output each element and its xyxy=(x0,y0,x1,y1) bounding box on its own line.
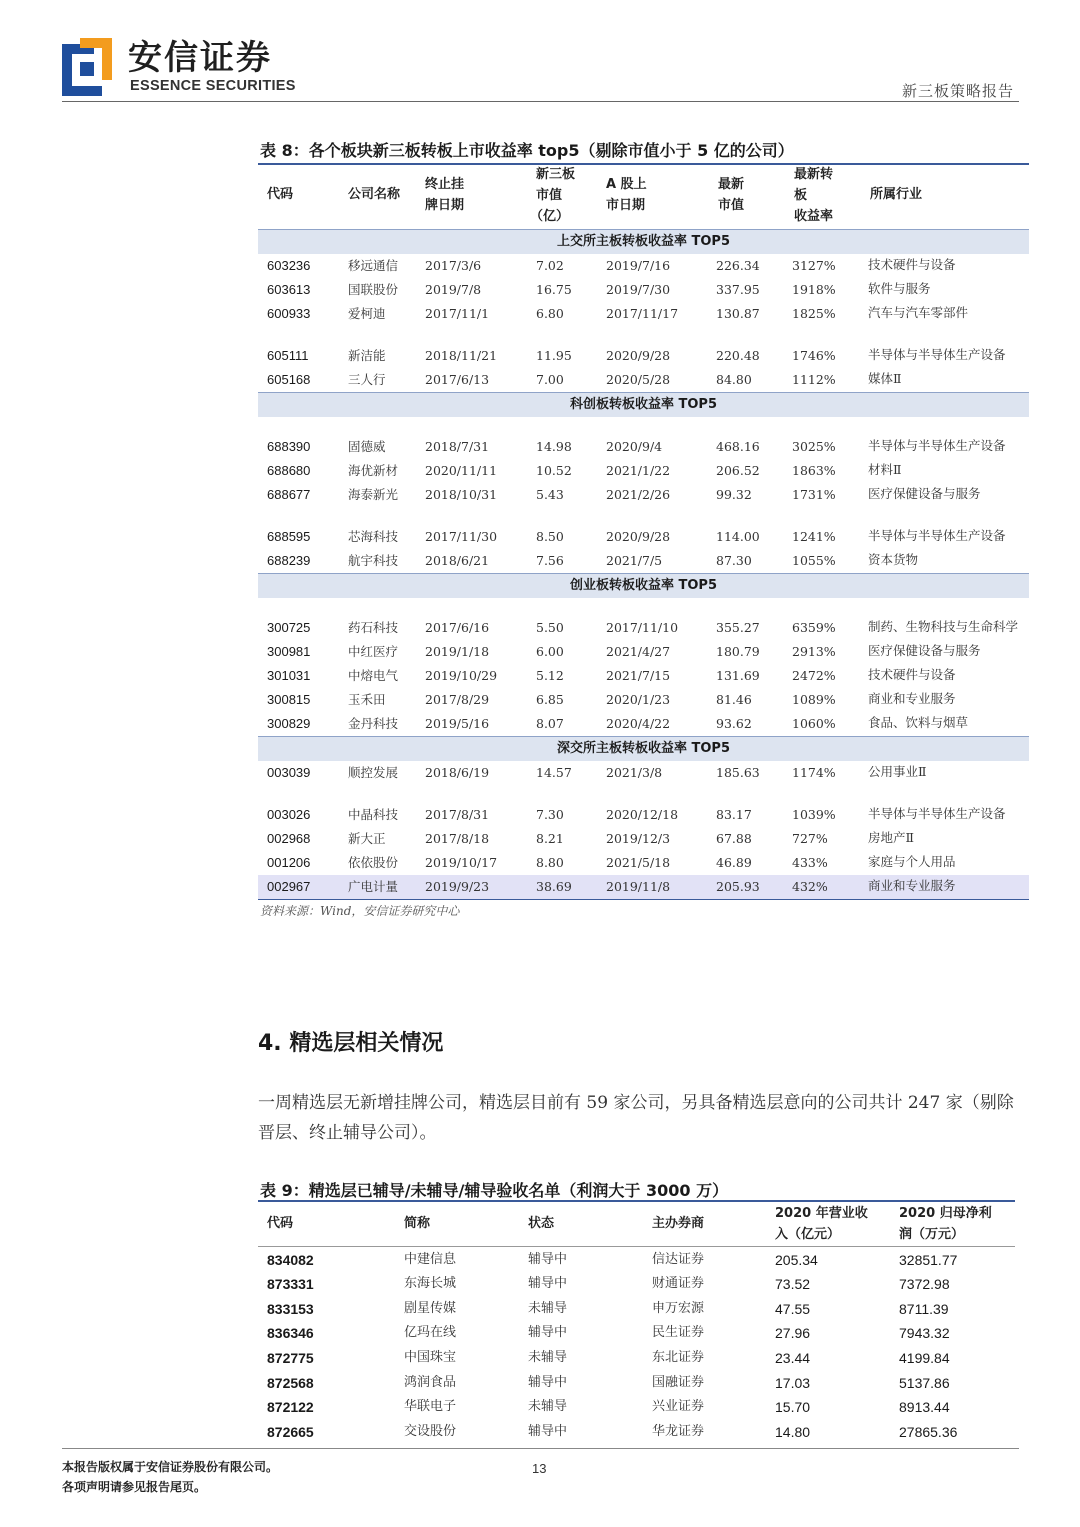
table9 xyxy=(258,1200,1015,1444)
table-row: 688595 芯海科技 2017/11/30 8.50 2020/9/28 114.00 1241% 半导体与半导体生产设备 xyxy=(267,528,1006,544)
table-row: 872568 鸿润食品 辅导中 国融证券 17.03 5137.86 xyxy=(267,1374,950,1391)
th-status: 状态 xyxy=(528,1216,555,1231)
table-row: 872122 华联电子 未辅导 兴业证券 15.70 8913.44 xyxy=(267,1399,950,1416)
table-row: 600933 爱柯迪 2017/11/1 6.80 2017/11/17 130.87 1825% 汽车与汽车零部件 xyxy=(267,305,969,321)
company-logo-icon xyxy=(62,38,112,96)
table8-group-header: 科创板转板收益率 TOP5 xyxy=(258,392,1029,417)
table8-source: 资料来源：Wind，安信证券研究中心 xyxy=(260,904,460,918)
footer-copyright: 本报告版权属于安信证券股份有限公司。 xyxy=(62,1460,279,1474)
th-net-profit-1: 2020 归母净利 xyxy=(899,1206,992,1221)
th-mv-1: 新三板 xyxy=(536,167,576,182)
table9-title: 表 9：精选层已辅导/未辅导/辅导验收名单（利润大于 3000 万） xyxy=(260,1181,729,1200)
th-latest-1: 最新 xyxy=(718,177,745,192)
footer-divider xyxy=(62,1448,1019,1449)
table8 xyxy=(258,163,1029,900)
company-name-cn: 安信证券 xyxy=(128,38,272,78)
table8-bottom-rule xyxy=(258,899,1029,900)
page-number: 13 xyxy=(532,1461,547,1476)
footer-disclaimer: 各项声明请参见报告尾页。 xyxy=(62,1480,207,1494)
table-row: 872775 中国珠宝 未辅导 东北证券 23.44 4199.84 xyxy=(267,1349,950,1366)
table9-header xyxy=(258,1202,1015,1247)
th-ret-1: 最新转 xyxy=(794,167,834,182)
table-row: 603613 国联股份 2019/7/8 16.75 2019/7/30 337.95 1918% 软件与服务 xyxy=(267,281,931,297)
table8-group-header: 创业板转板收益率 TOP5 xyxy=(258,573,1029,598)
table-row: 872665 交设股份 辅导中 华龙证券 14.80 27865.36 xyxy=(267,1423,958,1440)
th-ipo-2: 市日期 xyxy=(606,198,646,213)
th-revenue-1: 2020 年营业收 xyxy=(775,1206,868,1221)
table-row: 300981 中红医疗 2019/1/18 6.00 2021/4/27 180.79 2913% 医疗保健设备与服务 xyxy=(267,643,981,659)
table-row: 301031 中熔电气 2019/10/29 5.12 2021/7/15 131.69 2472% 技术硬件与设备 xyxy=(267,667,956,683)
th-ret-2: 板 xyxy=(794,188,808,203)
table-row: 002968 新大正 2017/8/18 8.21 2019/12/3 67.88 727% 房地产Ⅱ xyxy=(267,830,914,846)
th-delist-1: 终止挂 xyxy=(425,177,465,192)
section-heading: 4. 精选层相关情况 xyxy=(258,1031,444,1056)
table-row: 688677 海泰新光 2018/10/31 5.43 2021/2/26 99.32 1731% 医疗保健设备与服务 xyxy=(267,486,981,502)
table8-group-header: 深交所主板转板收益率 TOP5 xyxy=(258,736,1029,761)
th-code: 代码 xyxy=(267,187,294,202)
table-row: 603236 移远通信 2017/3/6 7.02 2019/7/16 226.34 3127% 技术硬件与设备 xyxy=(267,257,956,273)
company-name-en: ESSENCE SECURITIES xyxy=(130,78,296,94)
table-row: 688239 航宇科技 2018/6/21 7.56 2021/7/5 87.30 1055% 资本货物 xyxy=(267,552,919,568)
th-delist-2: 牌日期 xyxy=(425,198,465,213)
table-row: 300829 金丹科技 2019/5/16 8.07 2020/4/22 93.62 1060% 食品、饮料与烟草 xyxy=(267,715,969,731)
th-code: 代码 xyxy=(267,1216,294,1231)
header-divider xyxy=(62,101,1019,102)
th-industry: 所属行业 xyxy=(870,187,923,202)
th-mv-2: 市值 xyxy=(536,188,563,203)
table8-group-header: 上交所主板转板收益率 TOP5 xyxy=(258,229,1029,254)
th-name: 公司名称 xyxy=(348,187,401,202)
report-type: 新三板策略报告 xyxy=(901,82,1014,100)
table-row: 003039 顺控发展 2018/6/19 14.57 2021/3/8 185.63 1174% 公用事业Ⅱ xyxy=(267,764,927,780)
th-ipo-1: A 股上 xyxy=(606,177,647,192)
table-row: 834082 中建信息 辅导中 信达证券 205.34 32851.77 xyxy=(267,1251,958,1268)
th-name: 简称 xyxy=(404,1216,431,1231)
th-revenue-2: 入（亿元） xyxy=(775,1227,841,1242)
table-row: 836346 亿玛在线 辅导中 民生证券 27.96 7943.32 xyxy=(267,1325,950,1342)
table-row-highlighted: 002967 广电计量 2019/9/23 38.69 2019/11/8 205.93 432% 商业和专业服务 xyxy=(258,875,1029,899)
section-paragraph: 一周精选层无新增挂牌公司，精选层目前有 59 家公司，另具备精选层意向的公司共计 247 家（剔除晋层、终止辅导公司）。 xyxy=(258,1093,1014,1143)
th-net-profit-2: 润（万元） xyxy=(899,1227,965,1242)
table-row: 605168 三人行 2017/6/13 7.00 2020/5/28 84.80 1112% 媒体Ⅱ xyxy=(267,371,902,387)
table-row: 300815 玉禾田 2017/8/29 6.85 2020/1/23 81.46 1089% 商业和专业服务 xyxy=(267,691,956,707)
table-row: 688680 海优新材 2020/11/11 10.52 2021/1/22 206.52 1863% 材料Ⅱ xyxy=(267,462,902,478)
table-row: 001206 依依股份 2019/10/17 8.80 2021/5/18 46.89 433% 家庭与个人用品 xyxy=(267,854,956,870)
table-row: 833153 剧星传媒 未辅导 申万宏源 47.55 8711.39 xyxy=(267,1300,949,1317)
table-row: 873331 东海长城 辅导中 财通证券 73.52 7372.98 xyxy=(267,1276,950,1293)
table-row: 300725 药石科技 2017/6/16 5.50 2017/11/10 355.27 6359% 制药、生物科技与生命科学 xyxy=(267,619,1019,635)
table8-title: 表 8：各个板块新三板转板上市收益率 top5（剔除市值小于 5 亿的公司） xyxy=(260,141,794,160)
table8-header xyxy=(258,165,1029,229)
th-latest-2: 市值 xyxy=(718,198,745,213)
th-ret-3: 收益率 xyxy=(794,209,834,224)
th-mv-3: （亿） xyxy=(530,209,570,224)
th-broker: 主办券商 xyxy=(652,1216,705,1231)
table-row: 688390 固德威 2018/7/31 14.98 2020/9/4 468.16 3025% 半导体与半导体生产设备 xyxy=(267,438,1006,454)
table-row: 605111 新洁能 2018/11/21 11.95 2020/9/28 220.48 1746% 半导体与半导体生产设备 xyxy=(267,347,1006,363)
table-row: 003026 中晶科技 2017/8/31 7.30 2020/12/18 83.17 1039% 半导体与半导体生产设备 xyxy=(267,806,1006,822)
